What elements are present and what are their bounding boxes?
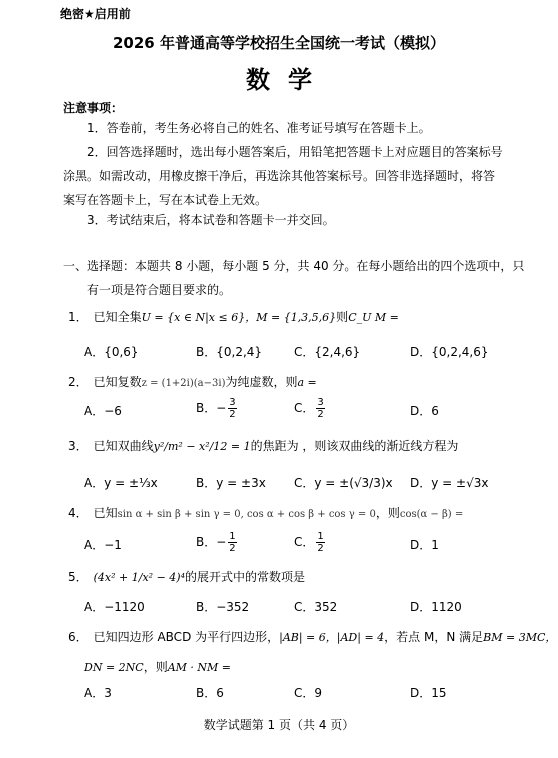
question-1 — [68, 308, 399, 325]
option-a: A．−6 — [84, 404, 122, 418]
option-c: C． $\frac{1}{2}$ — [294, 531, 324, 554]
question-text: ，则 — [143, 660, 168, 674]
option-b: B．y = ±3x — [196, 476, 266, 490]
question-number: 1． — [68, 310, 88, 324]
option-c: C．352 — [294, 600, 338, 614]
question-text: 已知全集 — [93, 310, 142, 324]
exam-title: 2026 年普通高等学校招生全国统一考试（模拟） — [113, 34, 445, 52]
option-d: D．6 — [410, 404, 439, 418]
notice-item-3: 3．考试结束后，将本试卷和答题卡一并交回。 — [87, 213, 335, 227]
question-text: ，若点 M，N 满足 — [384, 630, 484, 644]
question-text: 已知四边形 ABCD 为平行四边形， — [93, 630, 280, 644]
question-number: 5． — [68, 570, 88, 584]
question-math: C_U M = — [348, 311, 399, 324]
option-b: B．− $\frac{3}{2}$ — [196, 397, 236, 420]
page-footer: 数学试题第 1 页（共 4 页） — [203, 718, 355, 732]
option-c: C．9 — [294, 686, 323, 700]
question-math: cos(α − β) = — [399, 509, 464, 520]
option-c: C． $\frac{3}{2}$ — [294, 397, 324, 420]
question-math: (4x² + 1/x² − 4)⁴ — [93, 571, 185, 584]
question-math: BM = 3MC， — [483, 631, 557, 644]
option-b: B．{0,2,4} — [196, 345, 263, 359]
option-b: B．−352 — [196, 600, 250, 614]
question-text: 已知双曲线 — [93, 439, 154, 453]
question-3 — [68, 437, 458, 454]
question-number: 6． — [68, 630, 88, 644]
subject-title: 数学 — [246, 66, 330, 94]
option-d: D．1120 — [410, 600, 462, 614]
option-d: D．15 — [410, 686, 447, 700]
question-6-line-2 — [84, 658, 231, 675]
question-math: sin α + sin β + sin γ = 0, cos α + cos β + cos γ = 0 — [117, 509, 376, 520]
section-heading: 一、选择题：本题共 8 小题，每小题 5 分，共 40 分。在每小题给出的四个选项中，只有一项是符合题目要求的。 — [63, 259, 525, 297]
option-b: B．6 — [196, 686, 224, 700]
question-math: U = {x ∈ N|x ≤ 6}，M = {1,3,5,6} — [141, 311, 337, 324]
question-math: z = (1+2i)(a−3i) — [141, 378, 226, 389]
question-number: 4． — [68, 506, 88, 520]
question-number: 2． — [68, 375, 88, 389]
question-text: 的焦距为 ，则该双曲线的渐近线方程为 — [250, 439, 459, 453]
question-text: 则 — [336, 310, 349, 324]
option-b: B．− $\frac{1}{2}$ — [196, 531, 236, 554]
question-2 — [68, 373, 317, 390]
question-math: a = — [297, 376, 317, 389]
option-d: D．1 — [410, 538, 439, 552]
option-a: A．3 — [84, 686, 112, 700]
question-text: 已知 — [93, 506, 118, 520]
option-d: D．{0,2,4,6} — [410, 345, 489, 359]
question-4 — [68, 504, 463, 521]
question-math: DN = 2NC — [84, 661, 144, 674]
question-math: y²/m² − x²/12 = 1 — [153, 440, 251, 453]
option-a: A．{0,6} — [84, 345, 139, 359]
question-text: 已知复数 — [93, 375, 142, 389]
question-6 — [68, 628, 556, 645]
option-d: D．y = ±√3x — [410, 476, 489, 490]
option-a: A．y = ±⅓x — [84, 476, 158, 490]
question-text: ，则 — [375, 506, 400, 520]
question-text: 为纯虚数，则 — [225, 375, 298, 389]
option-c: C．y = ±(√3/3)x — [294, 476, 393, 490]
confidential-label: 绝密★启用前 — [60, 7, 131, 21]
question-math: |AB| = 6，|AD| = 4 — [279, 631, 385, 644]
notice-item-1: 1．答卷前，考生务必将自己的姓名、准考证号填写在答题卡上。 — [87, 121, 431, 135]
question-text: 的展开式中的常数项是 — [184, 570, 305, 584]
notice-heading: 注意事项： — [63, 101, 124, 115]
question-number: 3． — [68, 439, 88, 453]
notice-item-2: 2．回答选择题时，选出每小题答案后，用铅笔把答题卡上对应题目的答案标号涂黑。如需改动，用橡皮擦干净后，再选涂其他答案标号。回答非选择题时，将答案写在答题卡上，写在本试卷上无效。 — [63, 145, 503, 207]
question-math: AM · NM = — [167, 661, 232, 674]
option-c: C．{2,4,6} — [294, 345, 361, 359]
option-a: A．−1 — [84, 538, 122, 552]
option-a: A．−1120 — [84, 600, 145, 614]
question-5 — [68, 568, 305, 585]
